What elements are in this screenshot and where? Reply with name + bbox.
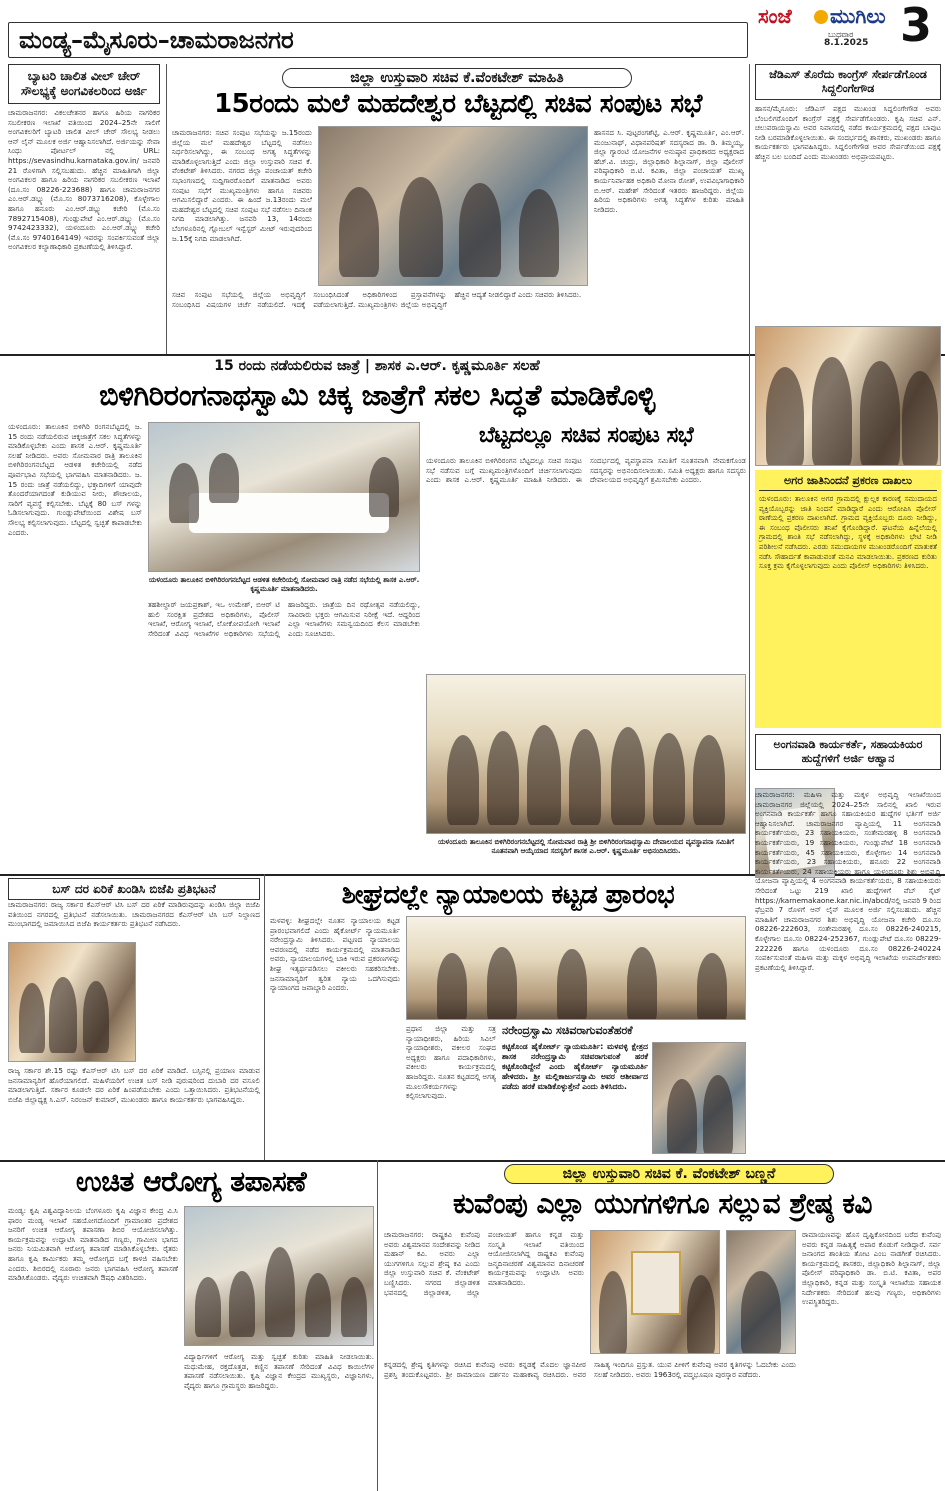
protest-photo xyxy=(8,942,136,1062)
section-title-box xyxy=(8,22,748,58)
article-body: ಚಾಮರಾಜನಗರ: ಮಹಿಳಾ ಮತ್ತು ಮಕ್ಕಳ ಅಭಿವೃದ್ಧಿ ಇಲಾಖೆಯಿಂದ ಚಾಮರಾಜನಗರ ಜಿಲ್ಲೆಯಲ್ಲಿ 2024–25ನೇ ಸಾಲಿನಲ್ಲಿ ಖಾಲಿ ಇರುವ ಅಂಗನವಾಡಿ ಕಾರ್ಯಕರ್ತೆ ಹಾಗೂ ಸಹಾಯಕಿಯರ ಹುದ್ದೆಗಳ ಭರ್ತಿಗೆ ಅರ್ಜಿ ಆಹ್ವಾನಿಸಲಾಗಿದೆ. ಚಾಮರಾಜನಗರ ವ್ಯಾಪ್ತಿಯಲ್ಲಿ 11 ಅಂಗನವಾಡಿ ಕಾರ್ಯಕರ್ತೆಯರು, 23 ಸಹಾಯಕಿಯರು, ಸಂತೇಮರಹಳ್ಳಿ 8 ಅಂಗನವಾಡಿ ಕಾರ್ಯಕರ್ತೆಯರು, 19 ಸಹಾಯಕಿಯರು, ಗುಂಡ್ಲುಪೇಟೆ 18 ಅಂಗನವಾಡಿ ಕಾರ್ಯಕರ್ತೆಯರು, 45 ಸಹಾಯಕಿಯರು, ಕೊಳ್ಳೇಗಾಲ 14 ಅಂಗನವಾಡಿ ಕಾರ್ಯಕರ್ತೆಯರು, 23 ಸಹಾಯಕಿಯರು, ಹನೂರು 22 ಅಂಗನವಾಡಿ ಕಾರ್ಯಕರ್ತೆಯರು, 24 ಸಹಾಯಕಿಯರು ಹಾಗೂ ಯಳಂದೂರು ಶಿಶು ಅಭಿವೃದ್ಧಿ ಯೋಜನಾ ವ್ಯಾಪ್ತಿಯಲ್ಲಿ 4 ಅಂಗನವಾಡಿ ಕಾರ್ಯಕರ್ತೆಯರು, 8 ಸಹಾಯಕಿಯರು ಸೇರಿದಂತೆ ಒಟ್ಟು 219 ಖಾಲಿ ಹುದ್ದೆಗಳಿಗೆ ವೆಬ್ ಸೈಟ್ https://karnemakaone.kar.nic.in/abcd/ನಲ್ಲಿ ಜನವರಿ 9 ರಿಂದ ಫೆಬ್ರವರಿ 7 ರೊಳಗೆ ಆನ್ ಲೈನ್ ಮೂಲಕ ಅರ್ಜಿ ಸಲ್ಲಿಸಬಹುದು. ಹೆಚ್ಚಿನ ಮಾಹಿತಿಗೆ ಚಾಮರಾಜನಗರ ಶಿಶು ಅಭಿವೃದ್ಧಿ ಯೋಜನಾ ಕಚೇರಿ ದೂ.ಸಂ 08226-222603, ಸಂತೇಮರಹಳ್ಳಿ ದೂ.ಸಂ 08226-240215, ಕೊಳ್ಳೇಗಾಲ ದೂ.ಸಂ 08224-252367, ಗುಂಡ್ಲುಪೇಟೆ ದೂ.ಸಂ 08229-222226 ಹಾಗೂ ಯಳಂದೂರು ದೂ.ಸಂ 08226-240224 ಸಂಪರ್ಕಿಸುವಂತೆ ಮಹಿಳಾ ಮತ್ತು ಮಕ್ಕಳ ಅಭಿವೃದ್ಧಿ ಇಲಾಖೆಯ ಉಪನಿರ್ದೇಶಕರು ಪ್ರಕಟಣೆಯಲ್ಲಿ ತಿಳಿಸಿದ್ದಾರೆ. xyxy=(755,790,941,972)
article-caste-case xyxy=(755,470,941,728)
article-body-bottom: ರಾಜ್ಯ ಸರ್ಕಾರ ಶೇ.15 ರಷ್ಟು ಕೆಎಸ್ಆರ್ ಟಿಸಿ ಬಸ್ ದರ ಏರಿಕೆ ಮಾಡಿದೆ. ಬಸ್ಸಿನಲ್ಲಿ ಪ್ರಯಾಣ ಮಾಡುವ ಜನಸಾಮಾನ್ಯರಿಗೆ ಹೊರೆಯಾಗಲಿದೆ. ಮಹಿಳೆಯರಿಗೆ ಉಚಿತ ಬಸ್ ನೀಡಿ ಪುರುಷರಿಂದ ದುಬಾರಿ ದರ ವಸೂಲಿ ಮಾಡಲಾಗುತ್ತಿದೆ. ಸರ್ಕಾರ ಕೂಡಲೇ ದರ ಏರಿಕೆ ಹಿಂಪಡೆಯಬೇಕು ಎಂದು ಒತ್ತಾಯಿಸಿದರು. ಪ್ರತಿಭಟನೆಯಲ್ಲಿ ಬಿಜೆಪಿ ಜಿಲ್ಲಾಧ್ಯಕ್ಷ ಸಿ.ಎಸ್. ನಿರಂಜನ್ ಕುಮಾರ್, ಮುಖಂಡರು ಹಾಗೂ ಕಾರ್ಯಕರ್ತರು ಭಾಗವಹಿಸಿದ್ದರು. xyxy=(8,1066,260,1104)
article-body: ಚಾಮರಾಜನಗರ: ವಿಕಲಚೇತನರ ಹಾಗೂ ಹಿರಿಯ ನಾಗರಿಕರ ಸಬಲೀಕರಣ ಇಲಾಖೆ ವತಿಯಿಂದ 2024–25ನೇ ಸಾಲಿಗೆ ಅಂಗವಿಕಲರಿಗೆ ಬ್ಯಾಟರಿ ಚಾಲಿತ ವೀಲ್ ಚೇರ್ ಸೌಲಭ್ಯ ನೀಡಲು ಆನ್ ಲೈನ್ ಮೂಲಕ ಅರ್ಜಿ ಆಹ್ವಾನಿಸಲಾಗಿದೆ. ಅರ್ಜಿಯನ್ನು ಸೇವಾ ಸಿಂಧು ಪೋರ್ಟಲ್ ನಲ್ಲಿ URL: https://sevasindhu.karnataka.gov.in/ ಜನವರಿ 21 ರೊಳಗಾಗಿ ಸಲ್ಲಿಸಬಹುದು. ಹೆಚ್ಚಿನ ಮಾಹಿತಿಗಾಗಿ ಜಿಲ್ಲಾ ಅಂಗವಿಕಲರ ಹಾಗೂ ಹಿರಿಯ ನಾಗರಿಕರ ಸಬಲೀಕರಣ ಇಲಾಖೆ (ದೂ.ಸಂ 08226-223688) ಹಾಗೂ ಚಾಮರಾಜನಗರ ಎಂ.ಆರ್.ಡಬ್ಲ್ಯು (ಮೊ.ಸಂ 8073716208), ಕೊಳ್ಳೇಗಾಲ ಹಾಗೂ ಹನೂರು ಎಂ.ಆರ್.ಡಬ್ಲ್ಯು ಕಚೇರಿ (ಮೊ.ಸಂ 7892715408), ಗುಂಡ್ಲುಪೇಟೆ ಎಂ.ಆರ್.ಡಬ್ಲ್ಯು (ಮೊ.ಸಂ 9742423332), ಯಳಂದೂರು ಎಂ.ಆರ್.ಡಬ್ಲ್ಯು ಕಚೇರಿ (ಮೊ.ಸಂ 9740164149) ಇವರನ್ನು ಸಂಪರ್ಕಿಸುವಂತೆ ಜಿಲ್ಲಾ ಅಂಗವಿಕಲರ ಕಲ್ಯಾಣಾಧಿಕಾರಿ ಪ್ರಕಟಣೆಯಲ್ಲಿ ತಿಳಿಸಿದ್ದಾರೆ. xyxy=(8,108,160,252)
article-col-1: ಚಾಮರಾಜನಗರ: ರಾಷ್ಟ್ರಕವಿ ಕುವೆಂಪು ಅವರು ವಿಶ್ವಮಾನವ ಸಂದೇಶವನ್ನು ನೀಡಿದ ಮಹಾನ್ ಕವಿ. ಅವರು ಎಲ್ಲಾ ಯುಗಗಳಿಗೂ ಸಲ್ಲುವ ಶ್ರೇಷ್ಠ ಕವಿ ಎಂದು ಜಿಲ್ಲಾ ಉಸ್ತುವಾರಿ ಸಚಿವ ಕೆ. ವೆಂಕಟೇಶ್ ಬಣ್ಣಿಸಿದರು. ನಗರದ ಜಿಲ್ಲಾಡಳಿತ ಭವನದಲ್ಲಿ ಜಿಲ್ಲಾಡಳಿತ, ಜಿಲ್ಲಾ ಪಂಚಾಯತ್ ಹಾಗೂ ಕನ್ನಡ ಮತ್ತು ಸಂಸ್ಕೃತಿ ಇಲಾಖೆ ವತಿಯಿಂದ ಆಯೋಜಿಸಲಾಗಿದ್ದ ರಾಷ್ಟ್ರಕವಿ ಕುವೆಂಪು ಜನ್ಮದಿನಾಚರಣೆ ವಿಶ್ವಮಾನವ ದಿನಾಚರಣೆ ಕಾರ್ಯಕ್ರಮವನ್ನು ಉದ್ಘಾಟಿಸಿ ಅವರು ಮಾತನಾಡಿದರು. xyxy=(384,1230,584,1297)
divider xyxy=(749,64,750,874)
kicker: ಜಿಲ್ಲಾ ಉಸ್ತುವಾರಿ ಸಚಿವ ಕೆ.ವೆಂಕಟೇಶ್ ಮಾಹಿತಿ xyxy=(282,68,632,88)
headline: ಅಂಗನವಾಡಿ ಕಾರ್ಯಕರ್ತೆ, ಸಹಾಯಕಿಯರ ಹುದ್ದೆಗಳಿಗೆ ಅರ್ಜಿ ಆಹ್ವಾನ xyxy=(755,734,941,770)
article-body: ಯಳಂದೂರು: ತಾಲೂಕಿನ ಅಗರ ಗ್ರಾಮದಲ್ಲಿ ಕ್ಷುಲ್ಲಕ ಕಾರಣಕ್ಕೆ ಸಮುದಾಯದ ವ್ಯಕ್ತಿಯೊಬ್ಬರನ್ನು ಜಾತಿ ನಿಂದನೆ ಮಾಡಿದ್ದಾರೆ ಎಂದು ಆರೋಪಿಸಿ ಪೊಲೀಸ್ ಠಾಣೆಯಲ್ಲಿ ಪ್ರಕರಣ ದಾಖಲಾಗಿದೆ. ಗ್ರಾಮದ ವ್ಯಕ್ತಿಯೊಬ್ಬರು ದೂರು ನೀಡಿದ್ದು, ಈ ಸಂಬಂಧ ಪೊಲೀಸರು ತನಿಖೆ ಕೈಗೊಂಡಿದ್ದಾರೆ. ಘಟನೆಯ ಹಿನ್ನೆಲೆಯಲ್ಲಿ ಗ್ರಾಮದಲ್ಲಿ ಶಾಂತಿ ಸಭೆ ನಡೆಸಲಾಗಿದ್ದು, ಸ್ಥಳಕ್ಕೆ ಅಧಿಕಾರಿಗಳು ಭೇಟಿ ನೀಡಿ ಪರಿಶೀಲನೆ ನಡೆಸಿದರು. ಎರಡು ಸಮುದಾಯಗಳ ಮುಖಂಡರೊಂದಿಗೆ ಮಾತುಕತೆ ನಡೆಸಿ ಸೌಹಾರ್ದತೆ ಕಾಪಾಡುವಂತೆ ಮನವಿ ಮಾಡಲಾಯಿತು. ಪ್ರಕರಣದ ಕುರಿತು ಸೂಕ್ತ ಕ್ರಮ ಕೈಗೊಳ್ಳಲಾಗುವುದು ಎಂದು ಪೊಲೀಸ್ ಅಧಿಕಾರಿಗಳು ತಿಳಿಸಿದರು. xyxy=(759,494,937,571)
headline: ಕುವೆಂಪು ಎಲ್ಲಾ ಯುಗಗಳಿಗೂ ಸಲ್ಲುವ ಶ್ರೇಷ್ಠ ಕವಿ xyxy=(453,1187,872,1220)
article-col-2: ಕನ್ನಡದಲ್ಲಿ ಶ್ರೇಷ್ಠ ಕೃತಿಗಳನ್ನು ರಚಿಸಿದ ಕುವೆಂಪು ಅವರು ಕನ್ನಡಕ್ಕೆ ಮೊದಲ ಜ್ಞಾನಪೀಠ ಪ್ರಶಸ್ತಿ ತಂದುಕೊಟ್ಟವರು. ಶ್ರೀ ರಾಮಾಯಣ ದರ್ಶನಂ ಮಹಾಕಾವ್ಯ ರಚಿಸಿದರು. ಅವರ ಸಾಹಿತ್ಯ ಇಂದಿಗೂ ಪ್ರಸ್ತುತ. ಯುವ ಪೀಳಿಗೆ ಕುವೆಂಪು ಅವರ ಕೃತಿಗಳನ್ನು ಓದಬೇಕು ಎಂದು ಸಲಹೆ ನೀಡಿದರು. ಅವರು 1963ರಲ್ಲಿ ಪದ್ಮಭೂಷಣ ಪುರಸ್ಕಾರ ಪಡೆದರು. xyxy=(384,1360,796,1379)
article-wheelchair xyxy=(8,64,160,352)
headline: ಅಗರ ಜಾತಿನಿಂದನೆ ಪ್ರಕರಣ ದಾಖಲು xyxy=(759,474,937,491)
sun-icon xyxy=(814,10,828,24)
article-col-3: ರಾಮಾಯಣವನ್ನು ಹೊಸ ದೃಷ್ಟಿಕೋನದಿಂದ ಬರೆದ ಕುವೆಂಪು ಅವರು ಕನ್ನಡ ಸಾಹಿತ್ಯಕ್ಕೆ ಅಪಾರ ಕೊಡುಗೆ ನೀಡಿದ್ದಾರೆ. ಸರ್ವ ಜನಾಂಗದ ಶಾಂತಿಯ ತೋಟ ಎಂಬ ನಾಡಗೀತೆ ರಚಿಸಿದರು. ಕಾರ್ಯಕ್ರಮದಲ್ಲಿ ಶಾಸಕರು, ಜಿಲ್ಲಾಧಿಕಾರಿ ಶಿಲ್ಪಾನಾಗ್, ಜಿಲ್ಲಾ ಪೊಲೀಸ್ ವರಿಷ್ಠಾಧಿಕಾರಿ ಡಾ. ಬಿ.ಟಿ. ಕವಿತಾ, ಅಪರ ಜಿಲ್ಲಾಧಿಕಾರಿ, ಕನ್ನಡ ಮತ್ತು ಸಂಸ್ಕೃತಿ ಇಲಾಖೆಯ ಸಹಾಯಕ ನಿರ್ದೇಶಕರು ಸೇರಿದಂತೆ ಹಲವು ಗಣ್ಯರು, ಅಧಿಕಾರಿಗಳು ಉಪಸ್ಥಿತರಿದ್ದರು. xyxy=(802,1230,941,1307)
committee-photo xyxy=(426,674,746,834)
headline: ಬಿಳಿಗಿರಿರಂಗನಾಥಸ್ವಾಮಿ ಚಿಕ್ಕ ಜಾತ್ರೆಗೆ ಸಕಲ ಸಿದ್ಧತೆ ಮಾಡಿಕೊಳ್ಳಿ xyxy=(99,378,655,412)
headline: ಬಸ್ ದರ ಏರಿಕೆ ಖಂಡಿಸಿ ಬಿಜೆಪಿ ಪ್ರತಿಭಟನೆ xyxy=(8,878,260,900)
article-kuvempu xyxy=(384,1164,941,1489)
headline: 15ರಂದು ಮಲೆ ಮಹದೇಶ್ವರ ಬೆಟ್ಟದಲ್ಲಿ ಸಚಿವ ಸಂಪುಟ ಸಭೆ xyxy=(214,89,702,119)
article-party-join xyxy=(755,64,941,466)
inset-body: ಕಟ್ಟಿಕೊಂಡ ಹೈಕೋರ್ಟ್ ನ್ಯಾಯಮೂರ್ತಿ: ಮಳವಳ್ಳಿ ಕ್ಷೇತ್ರದ ಶಾಸಕ ನರೇಂದ್ರಸ್ವಾಮಿ ಸಚಿವರಾಗುವಂತೆ ಹರಕೆ ಕಟ್ಟಿಕೊಂಡಿದ್ದೇನೆ ಎಂದು ಹೈಕೋರ್ಟ್ ನ್ಯಾಯಮೂರ್ತಿ ಹೇಳಿದರು. ಶ್ರೀ ಮಲ್ಲಿಕಾರ್ಜುನಸ್ವಾಮಿ ಅವರ ಆಶೀರ್ವಾದ ಪಡೆದು ಹರಕೆ ಮಾಡಿಕೊಳ್ಳುತ್ತೇನೆ ಎಂದು ತಿಳಿಸಿದರು. xyxy=(502,1042,648,1091)
masthead xyxy=(0,0,945,64)
inset-headline: ನರೇಂದ್ರಸ್ವಾಮಿ ಸಚಿವರಾಗುವಂತೆಹರಕೆ xyxy=(502,1024,633,1037)
photo-caption: ಯಳಂದೂರು ತಾಲೂಕಿನ ಬಿಳಿಗಿರಿರಂಗನಬೆಟ್ಟದ ಆಡಳಿತ ಕಚೇರಿಯಲ್ಲಿ ಸೋಮವಾರ ರಾತ್ರಿ ನಡೆದ ಸಭೆಯಲ್ಲಿ ಶಾಸಕ ಎ.ಆರ್. ಕೃಷ್ಣಮೂರ್ತಿ ಮಾತನಾಡಿದರು. xyxy=(148,576,420,593)
article-col-1: ಯಳಂದೂರು: ತಾಲೂಕಿನ ಬಿಳಿಗಿರಿ ರಂಗನಬೆಟ್ಟದಲ್ಲಿ ಜ. 15 ರಂದು ನಡೆಯಲಿರುವ ಚಿಕ್ಕಜಾತ್ರೆಗೆ ಸಕಲ ಸಿದ್ಧತೆಗಳನ್ನು ಮಾಡಿಕೊಳ್ಳಬೇಕು ಎಂದು ಶಾಸಕ ಎ.ಆರ್. ಕೃಷ್ಣಮೂರ್ತಿ ಸಲಹೆ ನೀಡಿದರು. ಅವರು ಸೋಮವಾರ ರಾತ್ರಿ ತಾಲೂಕಿನ ಬಿಳಿಗಿರಿರಂಗನಬೆಟ್ಟದ ಆಡಳಿತ ಕಚೇರಿಯಲ್ಲಿ ನಡೆದ ಪೂರ್ವಭಾವಿ ಸಭೆಯಲ್ಲಿ ಭಾಗವಹಿಸಿ ಮಾತನಾಡಿದರು. ಜ. 15 ರಂದು ಜಾತ್ರೆ ನಡೆಯಲಿದ್ದು, ಭಕ್ತಾದಿಗಳಿಗೆ ಯಾವುದೇ ತೊಂದರೆಯಾಗದಂತೆ ಕುಡಿಯುವ ನೀರು, ಶೌಚಾಲಯ, ಸಾರಿಗೆ ವ್ಯವಸ್ಥೆ ಕಲ್ಪಿಸಬೇಕು. ಬೆಟ್ಟಕ್ಕೆ 80 ಬಸ್ ಗಳನ್ನು ಓಡಿಸಲಾಗುವುದು. ಗುಂಡ್ಲುಪೇಟೆಯಿಂದ ವಿಶೇಷ ಬಸ್ ಸೌಲಭ್ಯ ಕಲ್ಪಿಸಲಾಗುವುದು. ಬೆಟ್ಟದಲ್ಲಿ ಸ್ವಚ್ಛತೆ ಕಾಪಾಡಬೇಕು ಎಂದರು. xyxy=(8,422,142,537)
article-cabinet-meeting xyxy=(172,66,744,352)
article-col-2: ಪ್ರಧಾನ ಜಿಲ್ಲಾ ಮತ್ತು ಸತ್ರ ನ್ಯಾಯಾಧೀಶರು, ಹಿರಿಯ ಸಿವಿಲ್ ನ್ಯಾಯಾಧೀಶರು, ವಕೀಲರ ಸಂಘದ ಅಧ್ಯಕ್ಷರು ಹಾಗೂ ಪದಾಧಿಕಾರಿಗಳು, ವಕೀಲರು ಕಾರ್ಯಕ್ರಮದಲ್ಲಿ ಹಾಜರಿದ್ದರು. ನೂತನ ಕಟ್ಟಡದಲ್ಲಿ ಅಗತ್ಯ ಮೂಲಸೌಕರ್ಯಗಳನ್ನು ಕಲ್ಪಿಸಲಾಗುವುದು. xyxy=(406,1024,496,1101)
article-bus-protest xyxy=(8,878,260,1158)
press-meet-photo xyxy=(318,126,588,286)
brand-right: ಮುಗಿಲು xyxy=(830,4,886,28)
page-number: 3 xyxy=(900,0,933,52)
article-mid: ತಹಶೀಲ್ದಾರ್ ಜಯಪ್ರಕಾಶ್, ಇಒ ಉಮೇಶ್, ಬಿಆರ್ ಟಿ ಹುಲಿ ಸಂರಕ್ಷಿತ ಪ್ರದೇಶದ ಅಧಿಕಾರಿಗಳು, ಪೊಲೀಸ್ ಇಲಾಖೆ, ಆರೋಗ್ಯ ಇಲಾಖೆ, ಲೋಕೋಪಯೋಗಿ ಇಲಾಖೆ ಸೇರಿದಂತೆ ವಿವಿಧ ಇಲಾಖೆಗಳ ಅಧಿಕಾರಿಗಳು ಸಭೆಯಲ್ಲಿ ಹಾಜರಿದ್ದರು. ಜಾತ್ರೆಯ ದಿನ ರಥೋತ್ಸವ ನಡೆಯಲಿದ್ದು, ಸಾವಿರಾರು ಭಕ್ತರು ಆಗಮಿಸುವ ನಿರೀಕ್ಷೆ ಇದೆ. ಆದ್ದರಿಂದ ಎಲ್ಲಾ ಇಲಾಖೆಗಳು ಸಮನ್ವಯದಿಂದ ಕೆಲಸ ಮಾಡಬೇಕು ಎಂದು ಸೂಚಿಸಿದರು. xyxy=(148,600,420,638)
article-court-building xyxy=(270,878,746,1158)
brand-left: ಸಂಜೆ xyxy=(758,4,792,28)
section-title: ಮಂಡ್ಯ–ಮೈಸೂರು–ಚಾಮರಾಜನಗರ xyxy=(19,26,294,54)
party-join-photo xyxy=(755,326,941,466)
article-body-top: ಚಾಮರಾಜನಗರ: ರಾಜ್ಯ ಸರ್ಕಾರ ಕೆಎಸ್ಆರ್ ಟಿಸಿ ಬಸ್ ದರ ಏರಿಕೆ ಮಾಡಿರುವುದನ್ನು ಖಂಡಿಸಿ ಜಿಲ್ಲಾ ಬಿಜೆಪಿ ವತಿಯಿಂದ ನಗರದಲ್ಲಿ ಪ್ರತಿಭಟನೆ ನಡೆಸಲಾಯಿತು. ಚಾಮರಾಜನಗರದ ಕೆಎಸ್ಆರ್ ಟಿಸಿ ಬಸ್ ನಿಲ್ದಾಣದ ಮುಂಭಾಗದಲ್ಲಿ ಜಮಾಯಿಸಿದ ಬಿಜೆಪಿ ಕಾರ್ಯಕರ್ತರು ಪ್ರತಿಭಟನೆ ನಡೆಸಿದರು. xyxy=(8,900,260,929)
article-col-1: ಚಾಮರಾಜನಗರ: ಸಚಿವ ಸಂಪುಟ ಸಭೆಯನ್ನು ಜ.15ರಂದು ಜಿಲ್ಲೆಯ ಮಲೆ ಮಹದೇಶ್ವರ ಬೆಟ್ಟದಲ್ಲಿ ನಡೆಸಲು ನಿರ್ಧರಿಸಲಾಗಿದ್ದು, ಈ ಸಂಬಂಧ ಅಗತ್ಯ ಸಿದ್ಧತೆಗಳನ್ನು ಮಾಡಿಕೊಳ್ಳಲಾಗುತ್ತಿದೆ ಎಂದು ಜಿಲ್ಲಾ ಉಸ್ತುವಾರಿ ಸಚಿವ ಕೆ. ವೆಂಕಟೇಶ್ ತಿಳಿಸಿದರು. ನಗರದ ಜಿಲ್ಲಾ ಪಂಚಾಯತ್ ಕಚೇರಿ ಸಭಾಂಗಣದಲ್ಲಿ ಸುದ್ದಿಗಾರರೊಂದಿಗೆ ಮಾತನಾಡಿದ ಅವರು ಸಂಪುಟ ಸಭೆಗೆ ಮುಖ್ಯಮಂತ್ರಿಗಳು ಹಾಗೂ ಸಚಿವರು ಆಗಮಿಸಲಿದ್ದಾರೆ ಎಂದರು. ಈ ಹಿಂದೆ ಜ.13ರಂದು ಮಲೆ ಮಹದೇಶ್ವರ ಬೆಟ್ಟದಲ್ಲಿ ಸಚಿವ ಸಂಪುಟ ಸಭೆ ನಡೆಸಲು ದಿನಾಂಕ ನಿಗದಿ ಮಾಡಲಾಗಿತ್ತು. ಜನವರಿ 13, 14ರಂದು ಬೆಂಗಳೂರಿನಲ್ಲಿ ಗ್ಲೋಬಲ್ ಇನ್ವೆಸ್ಟರ್ ಮೀಟ್ ಇರುವುದರಿಂದ ಜ.15ಕ್ಕೆ ನಿಗದಿ ಮಾಡಲಾಗಿದೆ. xyxy=(172,128,312,243)
inset-box xyxy=(502,1024,746,1156)
meeting-photo xyxy=(148,422,420,572)
divider xyxy=(166,64,167,354)
health-camp-photo xyxy=(184,1206,374,1346)
article-body: ಹಾಸನ/ಮೈಸೂರು: ಜೆಡಿಎಸ್ ಪಕ್ಷದ ಮುಖಂಡ ಸಿದ್ದಲಿಂಗೇಗೌಡ ಅವರು ಬೆಂಬಲಿಗರೊಂದಿಗೆ ಕಾಂಗ್ರೆಸ್ ಪಕ್ಷಕ್ಕೆ ಸೇರ್ಪಡೆಗೊಂಡರು. ಕೃಷಿ ಸಚಿವ ಎನ್. ಚಲುವರಾಯಸ್ವಾಮಿ ಅವರ ನಿವಾಸದಲ್ಲಿ ನಡೆದ ಕಾರ್ಯಕ್ರಮದಲ್ಲಿ ಪಕ್ಷದ ಬಾವುಟ ನೀಡಿ ಬರಮಾಡಿಕೊಳ್ಳಲಾಯಿತು. ಈ ಸಂದರ್ಭದಲ್ಲಿ ಶಾಸಕರು, ಮುಖಂಡರು ಹಾಗೂ ಕಾರ್ಯಕರ್ತರು ಭಾಗವಹಿಸಿದ್ದರು. ಸಿದ್ದಲಿಂಗೇಗೌಡ ಅವರ ಸೇರ್ಪಡೆಯಿಂದ ಪಕ್ಷಕ್ಕೆ ಹೆಚ್ಚಿನ ಬಲ ಬಂದಿದೆ ಎಂದು ಮುಖಂಡರು ಅಭಿಪ್ರಾಯಪಟ್ಟರು. xyxy=(755,104,941,161)
article-body: ಮಂಡ್ಯ: ಕೃಷಿ ವಿಶ್ವವಿದ್ಯಾನಿಲಯ ಬೆಂಗಳೂರು ಕೃಷಿ ವಿಜ್ಞಾನ ಕೇಂದ್ರ ವಿ.ಸಿ ಫಾರಂ ಮಂಡ್ಯ ಇಲಾಖೆ ಸಹಯೋಗದೊಂದಿಗೆ ಗ್ರಾಮಾಂತರ ಪ್ರದೇಶದ ಜನರಿಗೆ ಉಚಿತ ಆರೋಗ್ಯ ತಪಾಸಣಾ ಶಿಬಿರ ಆಯೋಜಿಸಲಾಗಿತ್ತು. ಕಾರ್ಯಕ್ರಮವನ್ನು ಉದ್ಘಾಟಿಸಿ ಮಾತನಾಡಿದ ಗಣ್ಯರು, ಗ್ರಾಮೀಣ ಭಾಗದ ಜನರು ನಿಯಮಿತವಾಗಿ ಆರೋಗ್ಯ ತಪಾಸಣೆ ಮಾಡಿಸಿಕೊಳ್ಳಬೇಕು. ರೈತರು ಹಾಗೂ ಕೃಷಿ ಕಾರ್ಮಿಕರು ತಮ್ಮ ಆರೋಗ್ಯದ ಬಗ್ಗೆ ಕಾಳಜಿ ವಹಿಸಬೇಕು ಎಂದರು. ಶಿಬಿರದಲ್ಲಿ ನೂರಾರು ಜನರು ಭಾಗವಹಿಸಿ ಆರೋಗ್ಯ ತಪಾಸಣೆ ಮಾಡಿಸಿಕೊಂಡರು. ವೈದ್ಯರು ಉಚಿತವಾಗಿ ಔಷಧಿ ವಿತರಿಸಿದರು. xyxy=(8,1206,178,1283)
sub-headline: ಬೆಟ್ಟದಲ್ಲೂ ಸಚಿವ ಸಂಪುಟ ಸಭೆ xyxy=(478,423,694,448)
photo-caption: ಯಳಂದೂರು ತಾಲೂಕಿನ ಬಿಳಿಗಿರಿರಂಗನಬೆಟ್ಟದಲ್ಲಿ ಸೋಮವಾರ ರಾತ್ರಿ ಶ್ರೀ ಬಿಳಿಗಿರಿರಂಗನಾಥಸ್ವಾಮಿ ದೇವಾಲಯದ ವ್ಯವಸ್ಥಾಪನಾ ಸಮಿತಿಗೆ ನೂತನವಾಗಿ ಆಯ್ಕೆಯಾದ ಸದಸ್ಯರಿಗೆ ಶಾಸಕ ಎ.ಆರ್. ಕೃಷ್ಣಮೂರ್ತಿ ಅಭಿನಂದಿಸಿದರು. xyxy=(437,838,735,855)
article-body-right: ವಿದ್ಯಾರ್ಥಿಗಳಿಗೆ ಆರೋಗ್ಯ ಮತ್ತು ಸ್ವಚ್ಛತೆ ಕುರಿತು ಮಾಹಿತಿ ನೀಡಲಾಯಿತು. ಮಧುಮೇಹ, ರಕ್ತದೊತ್ತಡ, ಕಣ್ಣಿನ ತಪಾಸಣೆ ಸೇರಿದಂತೆ ವಿವಿಧ ಕಾಯಿಲೆಗಳ ತಪಾಸಣೆ ನಡೆಸಲಾಯಿತು. ಕೃಷಿ ವಿಜ್ಞಾನ ಕೇಂದ್ರದ ಮುಖ್ಯಸ್ಥರು, ವಿಜ್ಞಾನಿಗಳು, ವೈದ್ಯರು ಹಾಗೂ ಗ್ರಾಮಸ್ಥರು ಹಾಜರಿದ್ದರು. xyxy=(184,1352,374,1390)
headline: ಶೀಘ್ರದಲ್ಲೇ ನ್ಯಾಯಾಲಯ ಕಟ್ಟಡ ಪ್ರಾರಂಭ xyxy=(341,880,675,910)
article-col-2: ಸಚಿವ ಸಂಪುಟ ಸಭೆಯಲ್ಲಿ ಜಿಲ್ಲೆಯ ಅಭಿವೃದ್ಧಿಗೆ ಸಂಬಂಧಿಸಿದ ವಿಷಯಗಳ ಚರ್ಚೆ ನಡೆಯಲಿದೆ. ಇದಕ್ಕೆ ಸಂಬಂಧಿಸಿದಂತೆ ಅಧಿಕಾರಿಗಳಿಂದ ಪ್ರಸ್ತಾವನೆಗಳನ್ನು ಪಡೆಯಲಾಗುತ್ತಿದೆ. ಮುಖ್ಯಮಂತ್ರಿಗಳು ಜಿಲ್ಲೆಯ ಅಭಿವೃದ್ಧಿಗೆ ಹೆಚ್ಚಿನ ಆದ್ಯತೆ ನೀಡಲಿದ್ದಾರೆ ಎಂದು ಸಚಿವರು ತಿಳಿಸಿದರು. xyxy=(172,290,582,309)
article-col-1: ಮಳವಳ್ಳಿ: ಶೀಘ್ರದಲ್ಲೇ ನೂತನ ನ್ಯಾಯಾಲಯ ಕಟ್ಟಡ ಪ್ರಾರಂಭವಾಗಲಿದೆ ಎಂದು ಹೈಕೋರ್ಟ್ ನ್ಯಾಯಮೂರ್ತಿ ನರೇಂದ್ರಸ್ವಾಮಿ ತಿಳಿಸಿದರು. ಪಟ್ಟಣದ ನ್ಯಾಯಾಲಯ ಆವರಣದಲ್ಲಿ ನಡೆದ ಕಾರ್ಯಕ್ರಮದಲ್ಲಿ ಮಾತನಾಡಿದ ಅವರು, ನ್ಯಾಯಾಲಯಗಳಲ್ಲಿ ಬಾಕಿ ಇರುವ ಪ್ರಕರಣಗಳನ್ನು ಶೀಘ್ರ ಇತ್ಯರ್ಥಪಡಿಸಲು ವಕೀಲರು ಸಹಕರಿಸಬೇಕು. ಜನಸಾಮಾನ್ಯರಿಗೆ ತ್ವರಿತ ನ್ಯಾಯ ಒದಗಿಸುವುದು ನ್ಯಾಯಾಂಗದ ಜವಾಬ್ದಾರಿ ಎಂದರು. xyxy=(270,916,400,993)
article-col-3: ಹಾಸನದ ಸಿ. ಪುಟ್ಟರಂಗಶೆಟ್ಟಿ, ಎ.ಆರ್. ಕೃಷ್ಣಮೂರ್ತಿ, ಎಂ.ಆರ್. ಮಂಜುನಾಥ್, ವಿಧಾನಪರಿಷತ್ ಸದಸ್ಯರಾದ ಡಾ. ಡಿ. ತಿಮ್ಮಯ್ಯ, ಜಿಲ್ಲಾ ಗ್ಯಾರಂಟಿ ಯೋಜನೆಗಳ ಅನುಷ್ಠಾನ ಪ್ರಾಧಿಕಾರದ ಅಧ್ಯಕ್ಷರಾದ ಹೆಚ್.ವಿ. ಚಂದ್ರು, ಜಿಲ್ಲಾಧಿಕಾರಿ ಶಿಲ್ಪಾನಾಗ್, ಜಿಲ್ಲಾ ಪೊಲೀಸ್ ವರಿಷ್ಠಾಧಿಕಾರಿ ಬಿ.ಟಿ. ಕವಿತಾ, ಜಿಲ್ಲಾ ಪಂಚಾಯತ್ ಮುಖ್ಯ ಕಾರ್ಯನಿರ್ವಾಹಕ ಅಧಿಕಾರಿ ಮೋನಾ ರೋತ್, ಉಪವಿಭಾಗಾಧಿಕಾರಿ ಬಿ.ಆರ್. ಮಹೇಶ್ ಸೇರಿದಂತೆ ಇತರರು ಹಾಜರಿದ್ದರು. ಜಿಲ್ಲೆಯ ಹಿರಿಯ ಅಧಿಕಾರಿಗಳು ಅಗತ್ಯ ಸಿದ್ಧತೆಗಳ ಕುರಿತು ಮಾಹಿತಿ ನೀಡಿದರು. xyxy=(594,128,744,214)
kicker: ಜಿಲ್ಲಾ ಉಸ್ತುವಾರಿ ಸಚಿವ ಕೆ. ವೆಂಕಟೇಶ್ ಬಣ್ಣನೆ xyxy=(504,1164,834,1184)
brand-logo xyxy=(758,4,898,48)
divider xyxy=(377,1160,378,1491)
article-anganwadi xyxy=(755,734,941,1158)
headline: ಉಚಿತ ಆರೋಗ್ಯ ತಪಾಸಣೆ xyxy=(75,1165,307,1198)
divider xyxy=(264,874,265,1160)
kuvempu-portrait-photo xyxy=(590,1230,720,1354)
ceremony-photo xyxy=(726,1230,796,1354)
issue-date: 8.1.2025 xyxy=(824,38,869,48)
inauguration-photo xyxy=(406,916,746,1020)
headline: ಬ್ಯಾಟರಿ ಚಾಲಿತ ವೀಲ್ ಚೇರ್ ಸೌಲಭ್ಯಕ್ಕೆ ಅಂಗವಿಕಲರಿಂದ ಅರ್ಜಿ xyxy=(8,64,160,104)
felicitation-photo xyxy=(652,1042,746,1154)
article-health-camp xyxy=(8,1164,374,1489)
divider xyxy=(0,1160,945,1162)
sub-article-body: ಯಳಂದೂರು ತಾಲೂಕಿನ ಬಿಳಿಗಿರಿರಂಗನ ಬೆಟ್ಟದಲ್ಲೂ ಸಚಿವ ಸಂಪುಟ ಸಭೆ ನಡೆಸುವ ಬಗ್ಗೆ ಮುಖ್ಯಮಂತ್ರಿಗಳೊಂದಿಗೆ ಚರ್ಚಿಸಲಾಗುವುದು ಎಂದು ಶಾಸಕ ಎ.ಆರ್. ಕೃಷ್ಣಮೂರ್ತಿ ಮಾಹಿತಿ ನೀಡಿದರು. ಈ ಸಂದರ್ಭದಲ್ಲಿ ವ್ಯವಸ್ಥಾಪನಾ ಸಮಿತಿಗೆ ನೂತನವಾಗಿ ನೇಮಕಗೊಂಡ ಸದಸ್ಯರನ್ನು ಅಭಿನಂದಿಸಲಾಯಿತು. ಸಮಿತಿ ಅಧ್ಯಕ್ಷರು ಹಾಗೂ ಸದಸ್ಯರು ದೇವಾಲಯದ ಅಭಿವೃದ್ಧಿಗೆ ಶ್ರಮಿಸಬೇಕು ಎಂದರು. xyxy=(426,456,746,485)
headline: ಜೆಡಿಎಸ್ ತೊರೆದು ಕಾಂಗ್ರೆಸ್ ಸೇರ್ಪಡೆಗೊಂಡ ಸಿದ್ದಲಿಂಗೇಗೌಡ xyxy=(755,64,941,100)
article-jatre xyxy=(8,356,746,872)
kicker: 15 ರಂದು ನಡೆಯಲಿರುವ ಜಾತ್ರೆ | ಶಾಸಕ ಎ.ಆರ್. ಕೃಷ್ಣಮೂರ್ತಿ ಸಲಹೆ xyxy=(214,358,540,374)
issue-day: ಬುಧವಾರ xyxy=(828,30,854,39)
